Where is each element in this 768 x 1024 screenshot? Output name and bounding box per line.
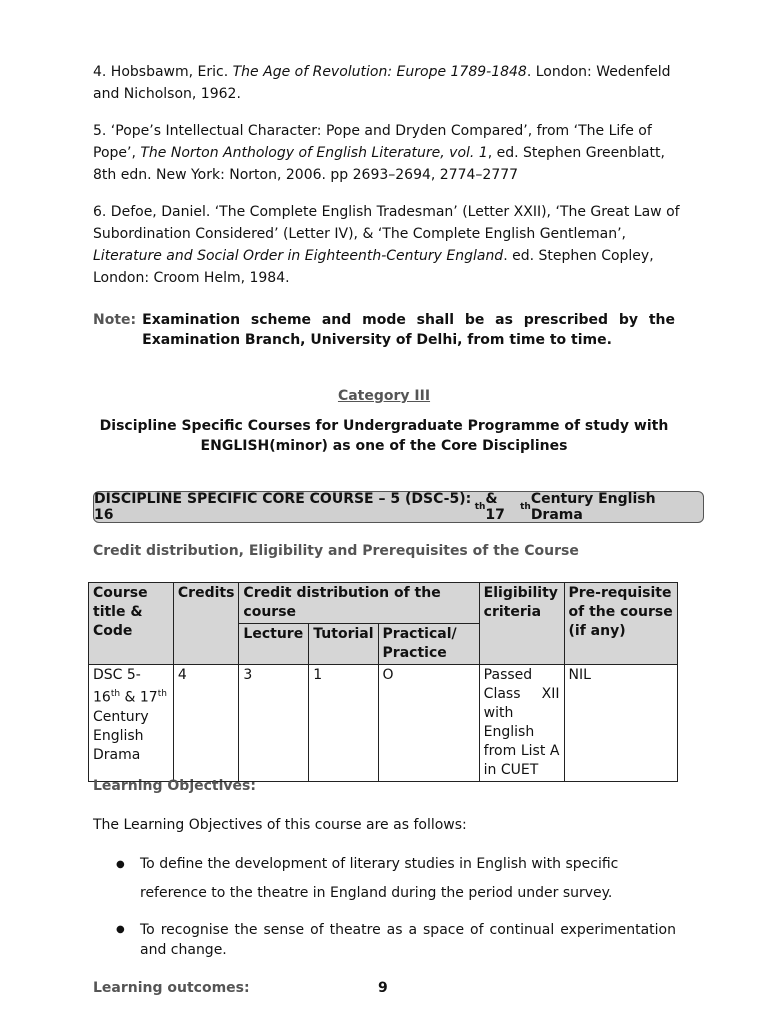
credit-table (88, 582, 678, 782)
table-row (89, 665, 678, 782)
programme-heading: Discipline Specific Courses for Undergraduate Programme of study with ENGLISH(minor) as one of the Core Disciplines (99, 418, 669, 454)
cell-lecture: 3 (239, 665, 309, 782)
cell-prerequisite: NIL (564, 665, 678, 782)
header-eligibility: Eligibility criteria (479, 583, 564, 665)
reference-5-title: The Norton Anthology of English Literature, vol. 1 (140, 145, 488, 161)
header-tutorial: Tutorial (309, 624, 378, 665)
learning-outcomes-title: Learning outcomes: (93, 980, 250, 996)
learning-objectives-title: Learning Objectives: (93, 778, 256, 794)
page-number: 9 (378, 980, 388, 996)
header-prerequisite: Pre-requisite of the course (if any) (564, 583, 678, 665)
header-credits: Credits (173, 583, 239, 665)
learning-objectives-intro: The Learning Objectives of this course are as follows: (93, 817, 467, 833)
bullet-icon: ● (116, 859, 125, 870)
category-heading: Category III (337, 388, 431, 404)
header-lecture: Lecture (239, 624, 309, 665)
reference-4-title: The Age of Revolution: Europe 1789-1848 (232, 64, 527, 80)
header-distribution: Credit distribution of the course (239, 583, 479, 624)
bullet-icon: ● (116, 924, 125, 935)
list-item: ● To recognise the sense of theatre as a space of continual experimentation and change. (116, 922, 676, 958)
cell-credits: 4 (173, 665, 239, 782)
header-course: Course title & Code (89, 583, 174, 665)
reference-6: 6. Defoe, Daniel. ‘The Complete English Tradesman’ (Letter XXII), ‘The Great Law of Subordination Considered’ (Letter IV), & ‘The Complete English Gentleman’, Literature and Social Order in Eighteenth-Century England. ed. Stephen Copley, London: Croom Helm, 1984. (93, 204, 680, 286)
course-banner: DISCIPLINE SPECIFIC CORE COURSE – 5 (DSC-5): 16 th & 17 th Century English Drama (93, 491, 704, 523)
reference-4: 4. Hobsbawm, Eric. The Age of Revolution: Europe 1789-1848. London: Wedenfeld and Nicholson, 1962. (93, 64, 671, 102)
note-label: Note: (93, 312, 137, 328)
cell-tutorial: 1 (309, 665, 378, 782)
credit-distribution-heading: Credit distribution, Eligibility and Prerequisites of the Course (93, 543, 579, 559)
header-practical: Practical/ Practice (378, 624, 479, 665)
table-header-row (89, 583, 678, 624)
reference-5: 5. ‘Pope’s Intellectual Character: Pope and Dryden Compared’, from ‘The Life of Pope’, The Norton Anthology of English Literature, vol. 1, ed. Stephen Greenblatt, 8th edn. New York: Norton, 2006. pp 2693–2694, 2774–2777 (93, 123, 665, 183)
cell-eligibility: Passed Class XII with English from List A in CUET (479, 665, 564, 782)
list-item: ● To define the development of literary studies in English with specific reference to the theatre in England during the period under survey. (116, 850, 676, 908)
cell-course: DSC 5- 16th & 17th Century English Drama (89, 665, 174, 782)
cell-practical: O (378, 665, 479, 782)
reference-6-title: Literature and Social Order in Eighteenth-Century England (93, 248, 504, 264)
note-text: Examination scheme and mode shall be as prescribed by the Examination Branch, University of Delhi, from time to time. (142, 312, 675, 348)
exam-note (93, 310, 675, 350)
